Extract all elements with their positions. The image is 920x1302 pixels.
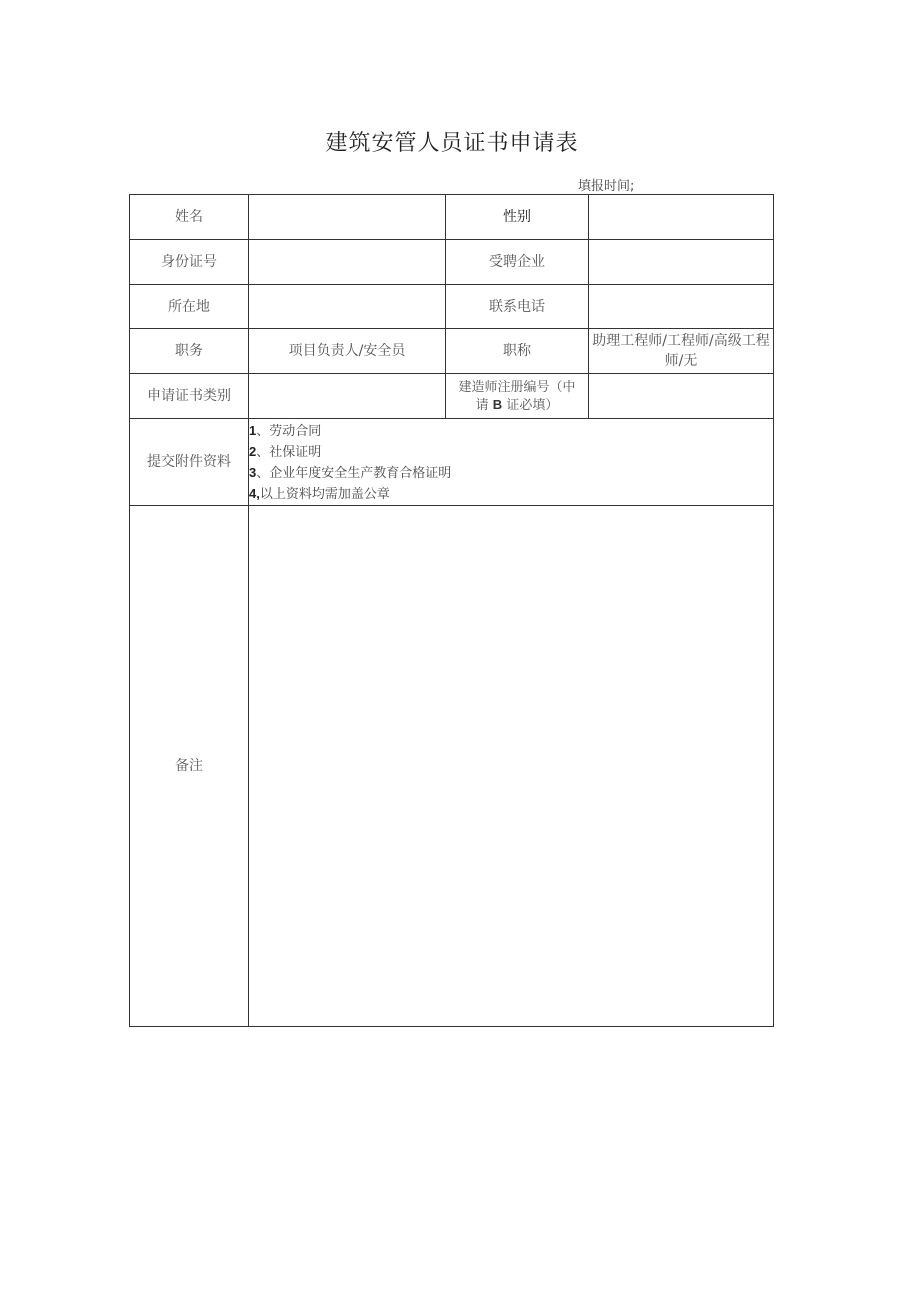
cert-type-label: 申请证书类别 (130, 374, 249, 419)
title-label: 职称 (446, 329, 589, 374)
form-row-cert-type (130, 374, 774, 419)
phone-field[interactable] (589, 285, 774, 329)
id-number-field[interactable] (249, 240, 446, 285)
form-row-position (130, 329, 774, 374)
form-row-name (130, 195, 774, 240)
position-label: 职务 (130, 329, 249, 374)
attachment-item (249, 463, 771, 484)
form-row-location (130, 285, 774, 329)
cert-type-field[interactable] (249, 374, 446, 419)
attachment-item (249, 484, 771, 505)
remarks-label: 备注 (130, 506, 249, 1027)
attachment-text: 、企业年度安全生产教育合格证明 (256, 466, 452, 481)
builder-reg-label (446, 374, 589, 419)
id-number-label: 身份证号 (130, 240, 249, 285)
title-value: 助理工程师/工程师/高级工程师/无 (589, 329, 774, 374)
phone-label: 联系电话 (446, 285, 589, 329)
gender-field[interactable] (589, 195, 774, 240)
attachment-number: 2 (249, 444, 257, 459)
attachment-number: 4, (249, 486, 260, 501)
application-form-table (129, 194, 774, 1027)
attachments-label: 提交附件资料 (130, 419, 249, 506)
attachment-number: 1 (249, 423, 257, 438)
attachment-number: 3 (249, 465, 257, 480)
attachment-item (249, 421, 771, 442)
attachment-text: 、劳动合同 (256, 424, 322, 439)
form-row-id (130, 240, 774, 285)
position-value: 项目负责人/安全员 (249, 329, 446, 374)
name-label: 姓名 (130, 195, 249, 240)
remarks-field[interactable] (249, 506, 774, 1027)
attachment-text: 、社保证明 (256, 445, 322, 460)
builder-reg-label-b: B (492, 396, 503, 412)
builder-reg-field[interactable] (589, 374, 774, 419)
name-field[interactable] (249, 195, 446, 240)
employer-field[interactable] (589, 240, 774, 285)
fill-time-label: 填报时间; (578, 179, 635, 194)
attachment-item (249, 442, 771, 463)
gender-label: 性别 (446, 195, 589, 240)
location-field[interactable] (249, 285, 446, 329)
builder-reg-label-line1: 建造师注册编号（中 (458, 379, 576, 395)
builder-reg-label-post: 证必填） (506, 397, 559, 413)
form-row-remarks (130, 506, 774, 1027)
attachments-list (249, 419, 774, 506)
form-row-attachments (130, 419, 774, 506)
builder-reg-label-pre: 请 (475, 397, 489, 413)
employer-label: 受聘企业 (446, 240, 589, 285)
attachment-text: 以上资料均需加盖公章 (259, 487, 390, 502)
form-title: 建筑安管人员证书申请表 (325, 131, 579, 156)
location-label: 所在地 (130, 285, 249, 329)
